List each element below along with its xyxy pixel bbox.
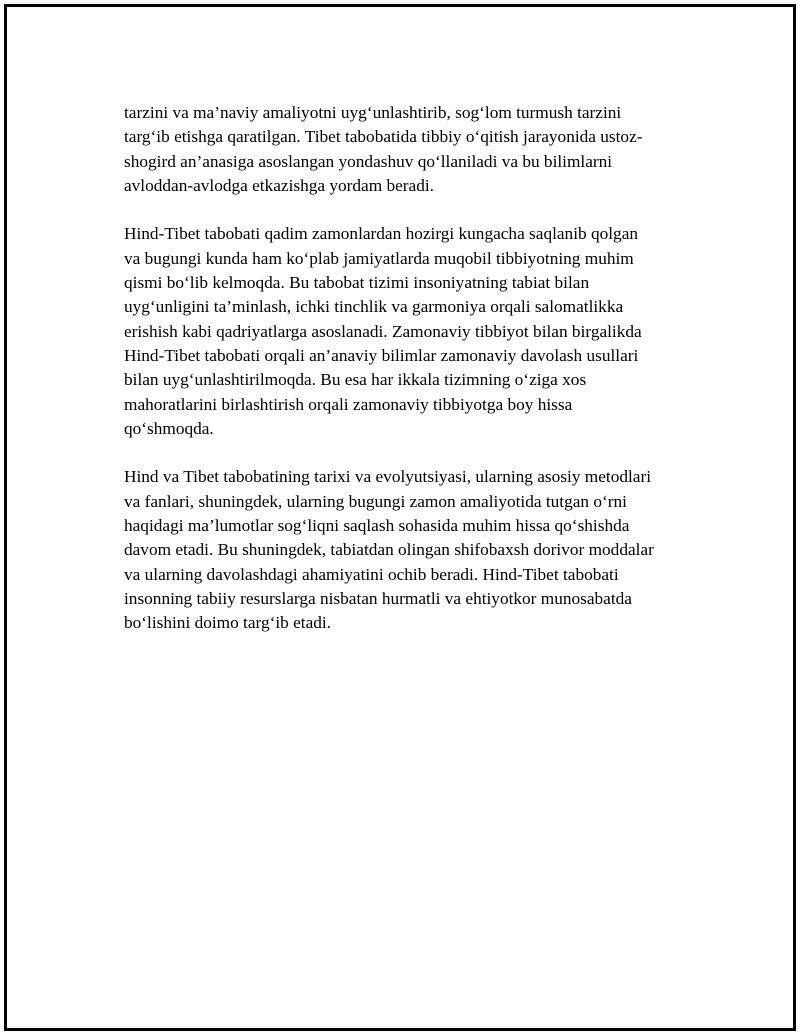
paragraph-2: Hind-Tibet tabobati qadim zamonlardan hozirgi kungacha saqlanib qolgan va bugungi kunda ham ko‘plab jamiyatlarda muqobil tibbiyotning muhim qismi bo‘lib kelmoqda. Bu tabobat tizimi insoniyatning tabiat bilan uyg‘unligini ta’minlash, ichki tinchlik va garmoniya orqali salomatlikka erishish kabi qadriyatlarga asoslanadi. Zamonaviy tibbiyot bilan birgalikda Hind-Tibet tabobati orqali an’anaviy bilimlar zamonaviy davolash usullari bilan uyg‘unlashtirilmoqda. Bu esa har ikkala tizimning o‘ziga xos mahoratlarini birlashtirish orqali zamonaviy tibbiyotga boy hissa qo‘shmoqda. — [124, 224, 642, 438]
paragraph-3: Hind va Tibet tabobatining tarixi va evolyutsiyasi, ularning asosiy metodlari va fanlari, shuningdek, ularning bugungi zamon amaliyotida tutgan o‘rni haqidagi ma’lumotlar sog‘liqni saqlash sohasida muhim hissa qo‘shishda davom etadi. Bu shuningdek, tabiatdan olingan shifobaxsh dorivor moddalar va ularning davolashdagi ahamiyatini ochib beradi. Hind-Tibet tabobati insonning tabiiy resurslarga nisbatan hurmatli va ehtiyotkor munosabatda bo‘lishini doimo targ‘ib etadi. — [124, 467, 654, 633]
document-body — [124, 101, 704, 660]
paragraph-1: tarzini va ma’naviy amaliyotni uyg‘unlashtirib, sog‘lom turmush tarzini targ‘ib etishga qaratilgan. Tibet tabobatida tibbiy o‘qitish jarayonida ustoz- shogird an’anasiga asoslangan yondashuv qo‘llaniladi va bu bilimlarni avloddan-avlodga etkazishga yordam beradi. — [124, 103, 643, 195]
page-frame — [4, 4, 796, 1031]
